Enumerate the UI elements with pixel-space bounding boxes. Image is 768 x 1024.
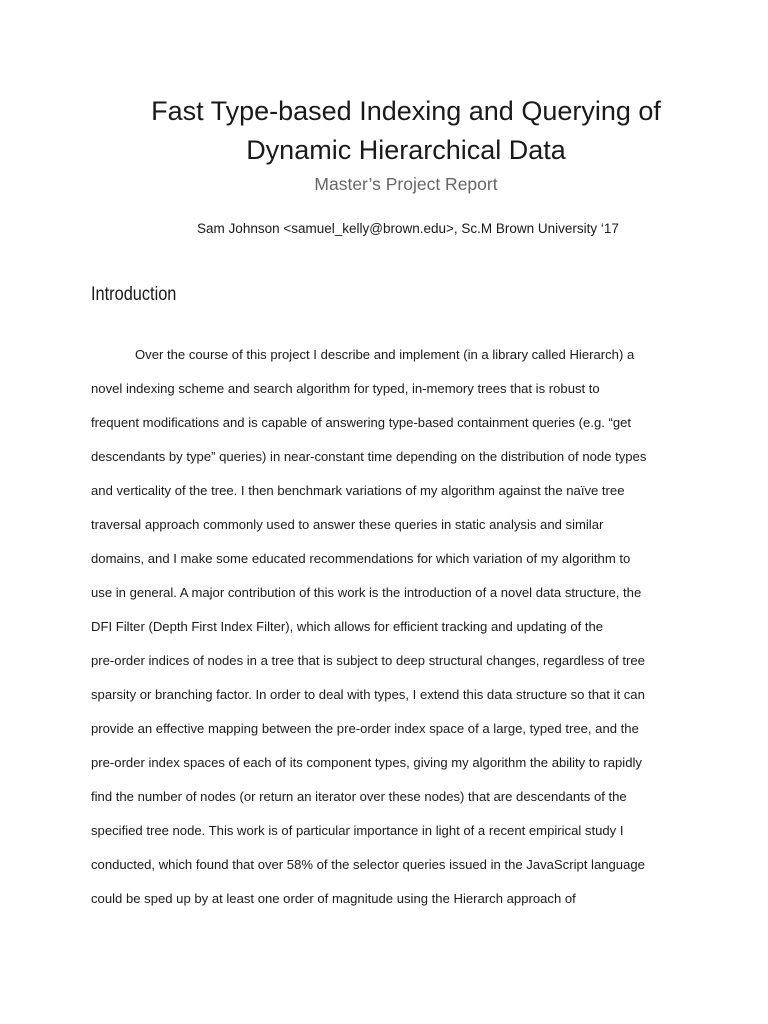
document-title bbox=[0, 92, 768, 170]
body-line: conducted, which found that over 58% of the selector queries issued in the JavaScript language bbox=[91, 857, 645, 872]
body-line: domains, and I make some educated recommendations for which variation of my algorithm to bbox=[91, 551, 631, 566]
section-heading: Introduction bbox=[91, 284, 177, 305]
title-line-1: Fast Type-based Indexing and Querying of bbox=[151, 96, 661, 126]
body-line: frequent modifications and is capable of answering type-based containment queries (e.g. “get bbox=[91, 415, 632, 430]
body-line: use in general. A major contribution of this work is the introduction of a novel data structure, the bbox=[91, 585, 642, 600]
body-line: pre-order index spaces of each of its component types, giving my algorithm the ability to rapidly bbox=[91, 755, 642, 770]
body-line: pre-order indices of nodes in a tree that is subject to deep structural changes, regardless of tree bbox=[91, 653, 645, 668]
body-line: could be sped up by at least one order of magnitude using the Hierarch approach of bbox=[91, 891, 576, 906]
body-line: Over the course of this project I describe and implement (in a library called Hierarch) a bbox=[135, 347, 635, 362]
title-line-2: Dynamic Hierarchical Data bbox=[246, 135, 566, 165]
body-line: sparsity or branching factor. In order to deal with types, I extend this data structure so that it can bbox=[91, 687, 645, 702]
body-line: traversal approach commonly used to answer these queries in static analysis and similar bbox=[91, 517, 604, 532]
body-line: and verticality of the tree. I then benchmark variations of my algorithm against the naïve tree bbox=[91, 483, 625, 498]
body-line: specified tree node. This work is of particular importance in light of a recent empirical study I bbox=[91, 823, 624, 838]
body-line: novel indexing scheme and search algorithm for typed, in-memory trees that is robust to bbox=[91, 381, 600, 396]
section-body bbox=[91, 338, 679, 916]
body-line: descendants by type” queries) in near-constant time depending on the distribution of node types bbox=[91, 449, 647, 464]
body-line: find the number of nodes (or return an iterator over these nodes) that are descendants of the bbox=[91, 789, 627, 804]
body-line: provide an effective mapping between the pre-order index space of a large, typed tree, and the bbox=[91, 721, 639, 736]
document-subtitle: Master’s Project Report bbox=[314, 174, 498, 194]
body-line: DFI Filter (Depth First Index Filter), which allows for efficient tracking and updating of the bbox=[91, 619, 604, 634]
author-line: Sam Johnson <samuel_kelly@brown.edu>, Sc.M Brown University ‘17 bbox=[197, 221, 619, 236]
